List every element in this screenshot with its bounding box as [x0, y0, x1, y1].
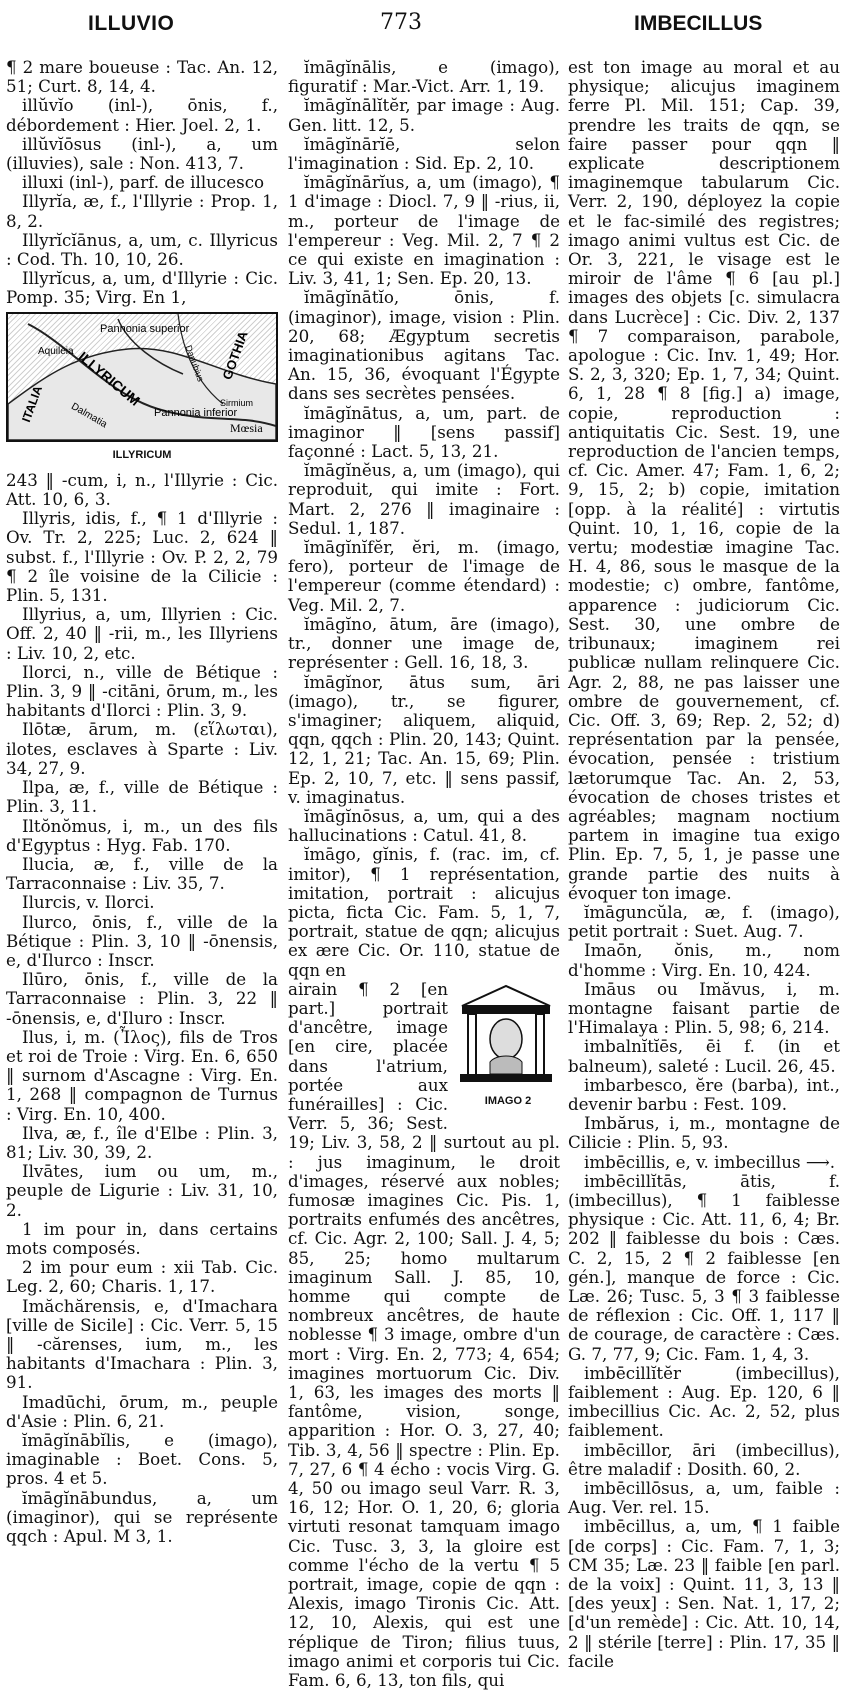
col1-before-entries: [6, 58, 278, 308]
dictionary-entry: Ilpa, æ, f., ville de Bétique : Plin. 3, 11.: [6, 777, 278, 817]
dictionary-entry: Ilurco, ōnis, f., ville de la Bétique : Plin. 3, 10 ‖ -ōnensis, e, d'Ilurco : Inscr.: [6, 911, 278, 970]
map-label: Pannonia superior: [100, 322, 190, 335]
dictionary-entry: Ilorci, n., ville de Bétique : Plin. 3, 9 ‖ -citāni, ōrum, m., les habitants d'Ilorci : Plin. 3, 9.: [6, 661, 278, 721]
dictionary-entry: ĭmāgĭnĕus, a, um (imago), qui reproduit, qui imite : Fort. Mart. 2, 276 ‖ imaginaire : Sedul. 1, 187.: [288, 460, 560, 538]
dictionary-entry: ĭmāgĭnātĭo, ōnis, f. (imaginor), image, vision : Plin. 20, 68; Ægyptum secretis imaginationibus agitans Tac. An. 15, 36, évoquant l'Égypte dans ses secrètes pensées.: [288, 287, 560, 404]
dictionary-entry: Imăchărensis, e, d'Imachara [ville de Sicile] : Cic. Verr. 5, 15 ‖ -cărenses, ium, m., les habitants d'Imachara : Plin. 3, 91.: [6, 1295, 278, 1393]
map-label: Sirmium: [220, 397, 253, 408]
dictionary-entry: 1 im pour in, dans certains mots composés.: [6, 1218, 278, 1258]
dictionary-entry: Ilva, æ, f., île d'Elbe : Plin. 3, 81; Liv. 30, 39, 2.: [6, 1122, 278, 1162]
dictionary-entry: Illyris, idis, f., ¶ 1 d'Illyrie : Ov. Tr. 2, 225; Luc. 2, 624 ‖ subst. f., l'Illyrie : Ov. P. 2, 2, 79 ¶ 2 île voisine de la Cilicie : Plin. 5, 131.: [6, 508, 278, 606]
dictionary-entry: 243 ‖ -cum, i, n., l'Illyrie : Cic. Att. 10, 6, 3.: [6, 469, 278, 510]
dictionary-entry: Ilus, i, m. (Ἶλος), fils de Tros et roi de Troie : Virg. En. 6, 650 ‖ surnom d'Ascagne : Virg. En. 1, 268 ‖ compagnon de Turnus : Virg. En. 10, 400.: [6, 1026, 278, 1124]
illyricum-map: [6, 312, 278, 442]
map-label: Pannonia inferior: [154, 406, 238, 419]
dictionary-entry-continued: est ton image au moral et au physique; alicujus imaginem ferre Pl. Mil. 151; Cap. 39, prendre les traits de qqn, se faire passer pour qqn ‖ explicate descriptionem imaginemque tabularum Cic. Verr. 2, 190, déployez la copie et le fac-similé des registres; imago animi vultus est Cic. de Or. 3, 221, le visage est le miroir de l'âme ¶ 6 [au pl.] images des objets [c. simulacra dans Lucrèce] : Cic. Div. 2, 137 ¶ 7 comparaison, parabole, apologue : Cic. Inv. 1, 49; Hor. S. 2, 3, 320; Ep. 1, 7, 34; Quint. 6, 1, 28 ¶ 8 [fig.] a) image, copie, reproduction : antiquitatis Cic. Sest. 19, une reproduction de l'ancien temps, cf. Cic. Amer. 47; Fam. 1, 6, 2; 9, 15, 2; b) copie, imitation [opp. à la réalité] : virtutis Quint. 10, 1, 16, copie de la vertu; modestiæ imagine Tac. H. 4, 86, sous le masque de la modestie; c) ombre, fantôme, apparence : judiciorum Cic. Sest. 30, une ombre de tribunaux; imaginem rei publicæ nullam relinquere Cic. Agr. 2, 88, ne pas laisser une ombre de gouvernement, cf. Cic. Off. 3, 69; Rep. 2, 52; d) représentation par la pensée, évocation, pensée : tristium lætorumque Tac. An. 2, 53, évocation de choses tristes et agréables; magnam noctium partem in imagine tua exigo Plin. Ep. 7, 5, 1, je passe une grande partie des nuits à évoquer ton image.: [568, 57, 840, 903]
dictionary-entry: ĭmāgĭnōsus, a, um, qui a des hallucinations : Catul. 41, 8.: [288, 805, 560, 846]
dictionary-entry: illuxi (inl-), parf. de illucesco: [22, 172, 265, 193]
map-label: Mœsia: [230, 420, 263, 435]
dictionary-entry: ĭmāgĭnārĭē, selon l'imagination : Sid. Ep. 2, 10.: [288, 133, 560, 174]
illyricum-map-figure: [6, 312, 278, 465]
dictionary-entry: Ilucia, æ, f., ville de la Tarraconnaise : Liv. 35, 7.: [6, 853, 278, 894]
imago-caption: IMAGO 2: [484, 1094, 532, 1107]
dictionary-entry: ĭmāguncŭla, æ, f. (imago), petit portrait : Suet. Aug. 7.: [568, 901, 840, 942]
dictionary-entry: imbēcillus, a, um, ¶ 1 faible [de corps] : Cic. Fam. 7, 1, 3; CM 35; Læ. 23 ‖ faible [en parl. de la voix] : Quint. 11, 3, 13 ‖ [des yeux] : Sen. Nat. 1, 17, 2; [d'un remède] : Cic. Att. 10, 14, 2 ‖ stérile [terre] : Plin. 17, 35 ‖ facile: [568, 1516, 840, 1671]
dictionary-entry: Imadūchi, ōrum, m., peuple d'Asie : Plin. 6, 21.: [6, 1391, 278, 1431]
dictionary-entry: ĭmāgĭnālis, e (imago), figuratif : Mar.-Vict. Arr. 1, 19.: [288, 57, 560, 97]
dictionary-entry: ĭmāgĭnālĭtĕr, par image : Aug. Gen. litt. 12, 5.: [288, 95, 560, 135]
col1-after-entries: [6, 471, 278, 1546]
dictionary-entry: Imbărus, i, m., montagne de Cilicie : Plin. 5, 93.: [568, 1113, 840, 1153]
dictionary-entry: Illyrius, a, um, Illyrien : Cic. Off. 2, 40 ‖ -rii, m., les Illyriens : Liv. 10, 2, etc.: [6, 604, 278, 663]
map-label: Danubius: [183, 343, 206, 383]
dictionary-entry: Iltŏnŏmus, i, m., un des fils d'Egyptus : Hyg. Fab. 170.: [6, 815, 278, 855]
running-head-left: ILLUVIO: [88, 12, 175, 35]
running-head-right: IMBECILLUS: [634, 12, 763, 35]
column-3: [568, 58, 840, 1671]
dictionary-entry: ĭmāgĭnābĭlis, e (imago), imaginable : Boet. Cons. 5, pros. 4 et 5.: [6, 1430, 278, 1489]
dictionary-entry: Ilurcis, v. Ilorci.: [22, 892, 155, 913]
page-number: 773: [380, 10, 422, 35]
dictionary-entry: Imāus ou Imăvus, i, m. montagne faisant partie de l'Himalaya : Plin. 5, 98; 6, 214.: [568, 978, 840, 1038]
dictionary-entry: ĭmāgĭnātus, a, um, part. de imaginor ‖ [sens passif] façonné : Lact. 5, 13, 21.: [288, 402, 560, 462]
dictionary-entry: ĭmāgĭno, ātum, āre (imago), tr., donner une image de, représenter : Gell. 16, 18, 3.: [288, 613, 560, 673]
map-label: ITALIA: [19, 383, 46, 424]
dictionary-entry: ĭmāgĭnĭfĕr, ĕri, m. (imago, fero), porteur de l'image de l'empereur (comme étendard) : Veg. Mil. 2, 7.: [288, 537, 560, 615]
dictionary-entry: imbēcillis, e, v. imbecillus ⟶.: [584, 1151, 836, 1172]
dictionary-entry: imbēcillĭtĕr (imbecillus), faiblement : Aug. Ep. 120, 6 ‖ imbecillius Cic. Ac. 2, 52, plus faiblement.: [568, 1362, 840, 1441]
dictionary-entry: Illyrĭcus, a, um, d'Illyrie : Cic. Pomp. 35; Virg. En 1,: [6, 268, 278, 308]
dictionary-entry: illŭvĭo (inl-), ōnis, f., débordement : Hier. Joel. 2, 1.: [6, 95, 278, 135]
map-label: Aquileia: [38, 345, 74, 357]
map-label: ILLYRICUM: [75, 347, 144, 409]
dictionary-entry: 2 im pour eum : xii Tab. Cic. Leg. 2, 60; Charis. 1, 17.: [6, 1257, 278, 1297]
dictionary-entry: illŭvĭōsus (inl-), a, um (illuvies), sale : Non. 413, 7.: [6, 133, 278, 174]
dictionary-entry: Ilōtæ, ārum, m. (εἵλωται), ilotes, esclaves à Sparte : Liv. 34, 27, 9.: [6, 719, 278, 778]
column-2: [288, 58, 560, 1690]
dictionary-entry: Imaōn, ŏnis, m., nom d'homme : Virg. En. 10, 424.: [568, 940, 840, 980]
dictionary-entry: Ilūro, ōnis, f., ville de la Tarraconnaise : Plin. 3, 22 ‖ -ōnensis, e, d'Iluro : Inscr.: [6, 969, 278, 1028]
column-1: [6, 58, 278, 1546]
dictionary-entry: ¶ 2 mare boueuse : Tac. An. 12, 51; Curt. 8, 14, 4.: [6, 57, 278, 97]
dictionary-entry: imbēcillĭtās, ātis, f. (imbecillus), ¶ 1 faiblesse physique : Cic. Att. 11, 6, 4; Br. 202 ‖ faiblesse du bois : Cæs. C. 2, 15, 2 ¶ 2 faiblesse [en gén.], manque de force : Cic. Læ. 26; Tusc. 5, 3 ¶ 3 faiblesse de réflexion : Cic. Off. 1, 117 ‖ de courage, de caractère : Cæs. G. 7, 77, 9; Cic. Fam. 1, 4, 3.: [568, 1170, 840, 1364]
dictionary-entry: ĭmāgĭnārĭus, a, um (imago), ¶ 1 d'image : Diocl. 7, 9 ‖ -rius, ii, m., porteur de l'image de l'empereur : Veg. Mil. 2, 7 ¶ 2 ce qui existe en imagination : Liv. 3, 41, 1; Sen. Ep. 20, 13.: [288, 172, 560, 289]
map-caption: ILLYRICUM: [112, 448, 172, 461]
dictionary-entry: imbēcillōsus, a, um, faible : Aug. Ver. rel. 15.: [568, 1478, 840, 1518]
map-drawing: [8, 314, 276, 440]
imago-figure: [456, 984, 560, 1111]
dictionary-entry: ĭmāgĭnor, ātus sum, āri (imago), tr., se figurer, s'imaginer; aliquem, aliquid, qqn, qqch : Plin. 20, 143; Quint. 12, 1, 21; Tac. An. 15, 69; Plin. Ep. 2, 10, 7, etc. ‖ sens passif, v. imaginatus.: [288, 671, 560, 807]
page-header: [0, 6, 846, 40]
dictionary-entry: ĭmāgĭnābundus, a, um (imaginor), qui se représente qqch : Apul. M 3, 1.: [6, 1487, 278, 1547]
dictionary-entry: Ilvātes, ium ou um, m., peuple de Ligurie : Liv. 31, 10, 2.: [6, 1161, 278, 1220]
dictionary-entry: Illyrĭcĭānus, a, um, c. Illyricus : Cod. Th. 10, 10, 26.: [6, 229, 278, 270]
dictionary-entry: imbalnĭtĭēs, ēi f. (in et balneum), saleté : Lucil. 26, 45.: [568, 1036, 840, 1076]
dictionary-entry-continued: airain ¶ 2 [en part.] portrait d'ancêtre, image [en cire, placée dans l'atrium, portée aux funérailles] : Cic. Verr. 5, 36; Sest. 19; Liv. 3, 58, 2 ‖ surtout au pl. : jus imaginum, le droit d'images, réservé aux nobles; fumosæ imagines Cic. Pis. 1, portraits enfumés des ancêtres, cf. Cic. Agr. 2, 100; Sall. J. 4, 5; 85, 25; homo multarum imaginum Sall. J. 85, 10, homme qui compte de nombreux ancêtres, de haute noblesse ¶ 3 image, ombre d'un mort : Virg. En. 2, 773; 4, 654; imagines mortuorum Cic. Div. 1, 63, les images des morts ‖ fantôme, vision, songe, apparition : Hor. O. 3, 27, 40; Tib. 3, 4, 56 ‖ spectre : Plin. Ep. 7, 27, 6 ¶ 4 écho : vocis Virg. G. 4, 50 ou imago seul Varr. R. 3, 16, 12; Hor. O. 1, 20, 6; gloria virtuti resonat tamquam imago Cic. Tusc. 3, 3, la gloire est comme l'écho de la vertu ¶ 5 portrait, image, copie de qqn : Alexis, imago Tironis Cic. Att. 12, 10, Alexis, qui est une réplique de Tiron; filius tuus, imago animi et corporis tui Cic. Fam. 6, 6, 13, ton fils, qui: [288, 978, 560, 1690]
dictionary-entry: ĭmāgo, gĭnis, f. (rac. im, cf. imitor), ¶ 1 représentation, imitation, portrait : alicujus picta, ficta Cic. Fam. 5, 1, 7, portrait, statue de qqn; alicujus ex ære Cic. Or. 110, statue de qqn en: [288, 844, 560, 980]
dictionary-entry: imbēcillor, āri (imbecillus), être maladif : Dosith. 60, 2.: [568, 1439, 840, 1479]
map-label: GOTHIA: [219, 328, 251, 382]
map-label: Dalmatia: [69, 400, 109, 430]
dictionary-entry: imbarbesco, ĕre (barba), int., devenir barbu : Fest. 109.: [568, 1074, 840, 1114]
imago-drawing: [456, 984, 556, 1084]
dictionary-entry: Illyrĭa, æ, f., l'Illyrie : Prop. 1, 8, 2.: [6, 191, 278, 231]
